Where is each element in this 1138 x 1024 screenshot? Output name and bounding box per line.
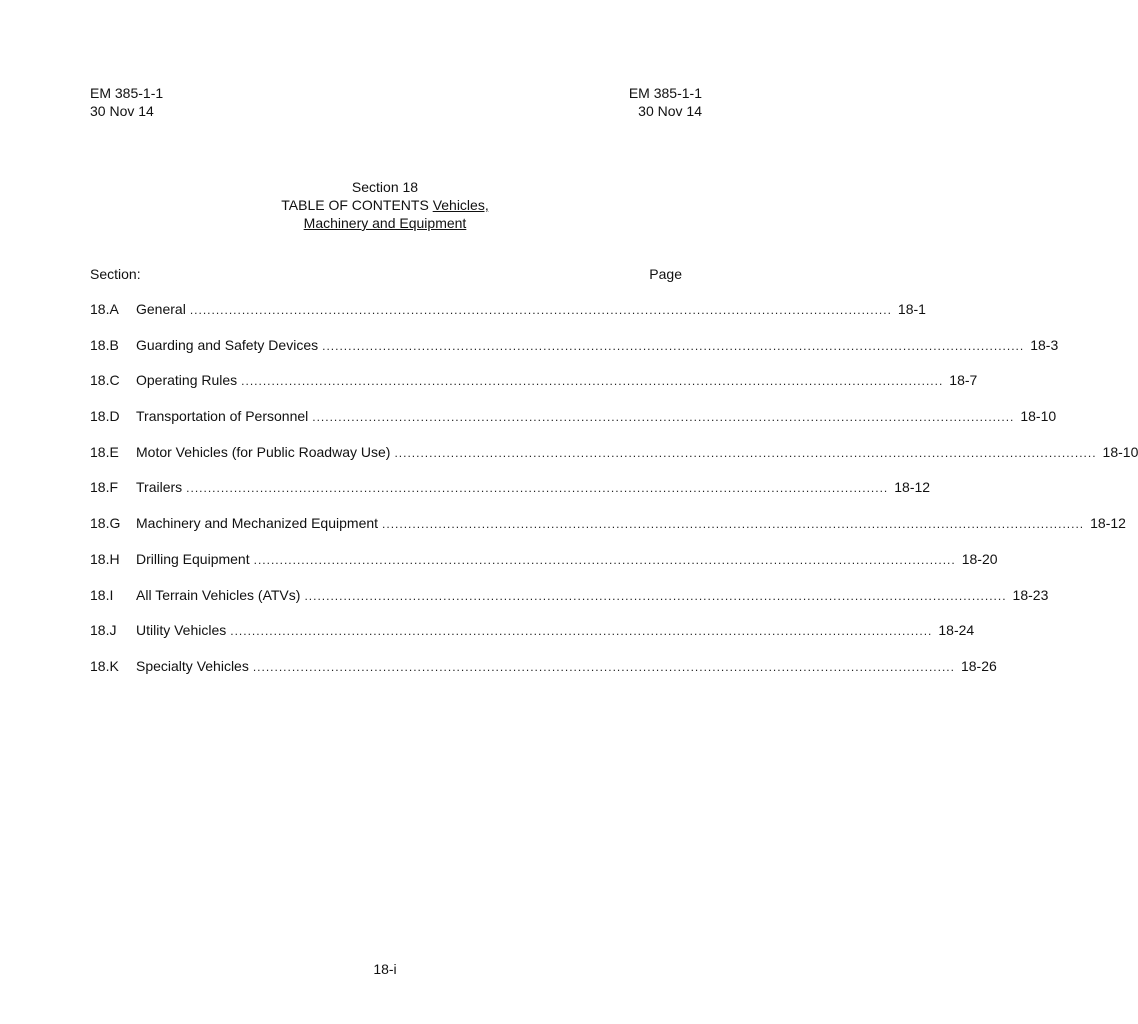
toc-entry-title: Transportation of Personnel — [136, 408, 309, 425]
toc-leader-dots: .................................................................................................................................................................. — [230, 624, 933, 639]
toc-entry[interactable] — [90, 478, 931, 496]
toc-entry-title: Specialty Vehicles — [136, 657, 249, 674]
toc-leader-dots: .................................................................................................................................................................. — [253, 552, 956, 567]
toc-entry[interactable] — [90, 586, 1049, 604]
toc-entry-page: 18-20 — [961, 550, 998, 567]
toc-entry-title: Operating Rules — [136, 372, 238, 389]
toc-entry-page: 18-10 — [1020, 408, 1057, 425]
toc-heading — [0, 196, 770, 214]
toc-entry-number: 18.C — [90, 372, 120, 389]
toc-heading-subject-continued: Machinery and Equipment — [303, 215, 467, 231]
section-heading: Section 18 — [351, 179, 419, 195]
toc-entry-title: Guarding and Safety Devices — [136, 336, 319, 353]
toc-entry-page: 18-10 — [1102, 443, 1138, 460]
doc-id-right: EM 385-1-1 — [628, 85, 702, 101]
toc-entry-title: General — [136, 301, 186, 317]
table-of-contents — [90, 300, 1138, 693]
toc-entry[interactable] — [90, 621, 975, 639]
toc-entry-number: 18.J — [90, 622, 117, 639]
toc-entry[interactable] — [90, 371, 978, 389]
toc-leader-dots: .................................................................................................................................................................. — [394, 445, 1097, 460]
toc-leader-dots: .................................................................................................................................................................. — [304, 588, 1007, 603]
doc-date-right: 30 Nov 14 — [638, 103, 702, 119]
toc-entry[interactable] — [90, 300, 926, 318]
toc-entry-title: Utility Vehicles — [136, 622, 227, 639]
column-headers — [90, 265, 682, 283]
toc-entry-page: 18-23 — [1012, 586, 1049, 603]
toc-entry-title: Drilling Equipment — [136, 550, 250, 567]
toc-entry-number: 18.F — [90, 479, 119, 496]
toc-entry-page: 18-12 — [894, 479, 931, 496]
toc-leader-dots: .................................................................................................................................................................. — [241, 374, 944, 389]
section-title — [0, 178, 770, 232]
toc-entry-page: 18-26 — [960, 657, 997, 674]
toc-entry-page: 18-12 — [1090, 515, 1126, 532]
toc-leader-dots: .................................................................................................................................................................. — [312, 410, 1015, 425]
toc-leader-dots: .................................................................................................................................................................. — [186, 481, 889, 496]
toc-entry-page: 18-1 — [897, 301, 926, 317]
toc-entry-title: Machinery and Mechanized Equipment — [136, 515, 379, 532]
toc-entry-title: All Terrain Vehicles (ATVs) — [136, 586, 301, 603]
toc-entry-number: 18.E — [90, 443, 119, 460]
toc-leader-dots: .................................................................................................................................................................. — [252, 659, 955, 674]
header-right — [629, 84, 702, 120]
toc-leader-dots: .................................................................................................................................................................. — [322, 338, 1025, 353]
toc-entry-number: 18.A — [90, 301, 119, 317]
doc-date-left: 30 Nov 14 — [90, 103, 154, 119]
header-left — [90, 84, 163, 120]
page-number: 18-i — [373, 961, 397, 977]
toc-entry-title: Motor Vehicles (for Public Roadway Use) — [136, 443, 391, 460]
toc-entry-number: 18.H — [90, 550, 120, 567]
toc-entry-page: 18-24 — [938, 622, 975, 639]
toc-entry[interactable] — [90, 407, 1057, 425]
doc-id-left: EM 385-1-1 — [90, 85, 164, 101]
toc-entry[interactable] — [90, 443, 1138, 461]
toc-heading-subject: Vehicles, — [432, 197, 489, 213]
toc-entry-page: 18-3 — [1030, 336, 1059, 353]
toc-entry-number: 18.G — [90, 515, 121, 532]
toc-entry[interactable] — [90, 514, 1126, 532]
toc-entry-number: 18.K — [90, 657, 119, 674]
section-column-label: Section: — [90, 266, 141, 282]
toc-entry[interactable] — [90, 336, 1059, 354]
toc-heading-prefix: TABLE OF CONTENTS — [281, 197, 433, 213]
toc-entry[interactable] — [90, 657, 997, 675]
toc-entry-number: 18.B — [90, 336, 119, 353]
toc-entry-number: 18.I — [90, 586, 114, 603]
toc-leader-dots: .................................................................................................................................................................. — [382, 517, 1085, 532]
toc-entry-number: 18.D — [90, 408, 120, 425]
page-column-label: Page — [649, 266, 682, 282]
toc-entry-page: 18-7 — [949, 372, 978, 389]
toc-entry[interactable] — [90, 550, 998, 568]
toc-leader-dots: .................................................................................................................................................................. — [189, 303, 892, 317]
toc-entry-title: Trailers — [136, 479, 183, 496]
